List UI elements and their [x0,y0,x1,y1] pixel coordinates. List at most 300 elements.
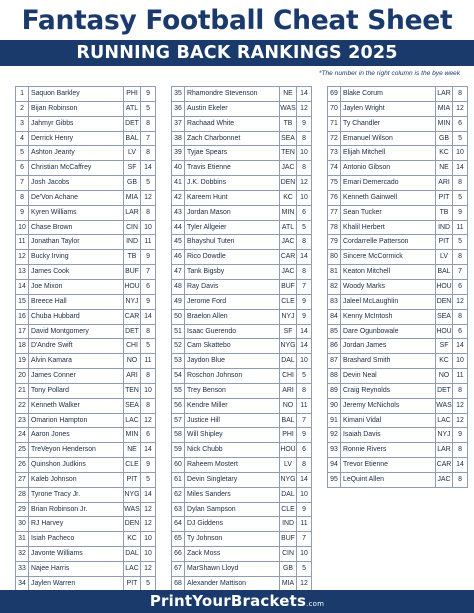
page-title: Fantasy Football Cheat Sheet [21,5,453,36]
rank-cell: 67 [172,562,185,576]
ranking-row [172,339,311,354]
player-name: Ashton Jeanty [29,146,124,160]
team-abbr: LV [124,146,141,160]
team-abbr: IND [436,221,453,235]
bye-week: 11 [300,401,308,409]
team-abbr: ARI [280,384,297,398]
player-name: Rico Dowdle [185,250,280,264]
footer-banner [0,590,474,613]
team-abbr: CAR [280,250,297,264]
player-name: Tony Pollard [29,384,124,398]
player-name: David Montgomery [29,325,124,339]
rank-cell: 36 [172,102,185,116]
bye-week: 7 [302,535,306,543]
bye-week: 11 [144,357,152,365]
player-name: James Conner [29,369,124,383]
team-abbr: MIA [280,577,297,591]
team-abbr: IND [124,235,141,249]
team-abbr: ATL [280,221,297,235]
player-name: Zack Moss [185,547,280,561]
bye-week: 9 [302,431,306,439]
player-name: Isiah Pacheco [29,532,124,546]
ranking-row [16,473,155,488]
ranking-row [16,562,155,577]
ranking-row [328,354,467,369]
team-abbr: CLE [280,503,297,517]
player-name: MarShawn Lloyd [185,562,280,576]
bye-week: 14 [300,327,308,335]
team-abbr: PIT [124,577,141,591]
rank-cell: 29 [16,503,29,517]
team-abbr: JAC [280,265,297,279]
ranking-row [172,414,311,429]
player-name: Braelon Allen [185,310,280,324]
player-name: Cordarrelle Patterson [341,235,436,249]
bye-week: 8 [302,134,306,142]
bye-week: 12 [144,193,152,201]
footer-domain: .com [306,600,325,608]
ranking-row [16,503,155,518]
ranking-row [16,280,155,295]
team-abbr: SF [436,339,453,353]
team-abbr: WAS [436,399,453,413]
rank-cell: 26 [16,458,29,472]
team-abbr: TEN [124,384,141,398]
team-abbr: KC [280,191,297,205]
bye-week: 5 [302,223,306,231]
rank-cell: 77 [328,206,341,220]
bye-week: 6 [458,327,462,335]
team-abbr: BAL [280,414,297,428]
player-name: Elijah Mitchell [341,146,436,160]
player-name: RJ Harvey [29,517,124,531]
ranking-row [172,191,311,206]
rank-cell: 15 [16,295,29,309]
player-name: Jordan Mason [185,206,280,220]
bye-week: 8 [146,149,150,157]
bye-week: 9 [146,253,150,261]
ranking-row [328,206,467,221]
ranking-row [172,562,311,577]
bye-week: 5 [146,342,150,350]
bye-week: 9 [302,119,306,127]
rank-cell: 73 [328,146,341,160]
player-name: Chase Brown [29,221,124,235]
player-name: Jordan James [341,339,436,353]
team-abbr: BAL [436,265,453,279]
ranking-row [328,87,467,102]
rank-cell: 57 [172,414,185,428]
ranking-row [172,443,311,458]
ranking-row [328,295,467,310]
team-abbr: KC [436,354,453,368]
ranking-row [16,339,155,354]
ranking-row [172,206,311,221]
ranking-row [172,280,311,295]
rank-cell: 58 [172,428,185,442]
bye-week: 10 [456,149,464,157]
player-name: Kenneth Walker [29,399,124,413]
rank-cell: 55 [172,384,185,398]
team-abbr: DET [124,325,141,339]
ranking-row [328,250,467,265]
team-abbr: CIN [124,221,141,235]
team-abbr: TB [280,117,297,131]
team-abbr: IND [280,517,297,531]
ranking-row [16,265,155,280]
player-name: Ty Chandler [341,117,436,131]
ranking-row [172,532,311,547]
team-abbr: LAC [436,414,453,428]
rank-cell: 56 [172,399,185,413]
bye-week: 14 [300,342,308,350]
rank-cell: 31 [16,532,29,546]
rank-cell: 80 [328,250,341,264]
ranking-row [16,221,155,236]
team-abbr: LV [280,458,297,472]
ranking-row [16,384,155,399]
player-name: Travis Etienne [185,161,280,175]
rank-cell: 11 [16,235,29,249]
ranking-row [328,325,467,340]
ranking-row [16,399,155,414]
team-abbr: DEN [280,176,297,190]
player-name: Tank Bigsby [185,265,280,279]
rank-cell: 83 [328,295,341,309]
bye-week: 12 [144,565,152,572]
rank-cell: 54 [172,369,185,383]
player-name: Jaylen Wright [341,102,436,116]
player-name: Jonathan Taylor [29,235,124,249]
bye-week: 12 [456,401,464,409]
ranking-row [16,354,155,369]
rankings-column-2 [171,86,312,592]
ranking-row [328,102,467,117]
bye-week-note: *The number in the right column is the bye week [318,70,460,77]
player-name: Isaiah Davis [341,428,436,442]
team-abbr: LAC [124,562,141,576]
player-name: Kenneth Gainwell [341,191,436,205]
player-name: Jaylen Warren [29,577,124,591]
bye-week: 11 [144,238,152,246]
bye-week: 14 [144,490,152,498]
ranking-row [172,161,311,176]
team-abbr: TB [436,206,453,220]
team-abbr: NE [124,443,141,457]
rank-cell: 63 [172,503,185,517]
player-name: Dare Ogunbowale [341,325,436,339]
bye-week: 8 [458,90,462,97]
bye-week: 8 [458,475,462,483]
player-name: Jerome Ford [185,295,280,309]
team-abbr: BUF [280,280,297,294]
rank-cell: 9 [16,206,29,220]
player-name: Austin Ekeler [185,102,280,116]
bye-week: 6 [302,208,306,216]
bye-week: 10 [300,193,308,201]
rank-cell: 94 [328,458,341,472]
player-name: Chuba Hubbard [29,310,124,324]
team-abbr: DEN [124,517,141,531]
rank-cell: 32 [16,547,29,561]
bye-week: 6 [458,119,462,127]
team-abbr: JAC [436,473,453,487]
ranking-row [172,428,311,443]
rank-cell: 62 [172,488,185,502]
ranking-row [328,280,467,295]
bye-week: 5 [302,372,306,380]
ranking-row [172,176,311,191]
team-abbr: CLE [124,458,141,472]
bye-week: 8 [146,372,150,380]
ranking-row [328,384,467,399]
bye-week: 12 [144,505,152,513]
rank-cell: 21 [16,384,29,398]
ranking-row [172,310,311,325]
team-abbr: BAL [124,132,141,146]
bye-week: 14 [144,446,152,454]
team-abbr: HOU [436,325,453,339]
player-name: Ty Johnson [185,532,280,546]
team-abbr: TB [124,250,141,264]
ranking-row [328,369,467,384]
player-name: Omarion Hampton [29,414,124,428]
ranking-row [328,414,467,429]
bye-week: 14 [300,475,308,483]
rankings-column-3 [327,86,468,488]
team-abbr: LAR [436,443,453,457]
player-name: Kaleb Johnson [29,473,124,487]
bye-week: 14 [456,164,464,172]
ranking-row [16,235,155,250]
team-abbr: NO [280,399,297,413]
player-name: Zach Charbonnet [185,132,280,146]
rank-cell: 70 [328,102,341,116]
player-name: Devin Singletary [185,473,280,487]
player-name: Keaton Mitchell [341,265,436,279]
rank-cell: 3 [16,117,29,131]
bye-week: 8 [458,446,462,454]
bye-week: 11 [300,520,308,528]
team-abbr: TEN [280,146,297,160]
ranking-row [328,132,467,147]
rank-cell: 17 [16,325,29,339]
player-name: Tyrone Tracy Jr. [29,488,124,502]
player-name: De'Von Achane [29,191,124,205]
player-name: Josh Jacobs [29,176,124,190]
rank-cell: 74 [328,161,341,175]
bye-week: 10 [144,550,152,558]
ranking-row [172,132,311,147]
ranking-row [16,176,155,191]
player-name: Bijan Robinson [29,102,124,116]
player-name: Emanuel Wilson [341,132,436,146]
team-abbr: MIA [436,102,453,116]
rank-cell: 28 [16,488,29,502]
bye-week: 6 [146,431,150,439]
player-name: Bucky Irving [29,250,124,264]
rank-cell: 13 [16,265,29,279]
ranking-row [172,102,311,117]
rank-cell: 49 [172,295,185,309]
player-name: Cam Skattebo [185,339,280,353]
team-abbr: HOU [436,280,453,294]
ranking-row [328,191,467,206]
player-name: Jahmyr Gibbs [29,117,124,131]
rank-cell: 47 [172,265,185,279]
team-abbr: SEA [436,310,453,324]
ranking-row [16,547,155,562]
player-name: Breece Hall [29,295,124,309]
player-name: Khalil Herbert [341,221,436,235]
rank-cell: 61 [172,473,185,487]
rank-cell: 68 [172,577,185,591]
rank-cell: 71 [328,117,341,131]
ranking-row [328,473,467,488]
bye-week: 14 [456,342,464,350]
rank-cell: 34 [16,577,29,591]
ranking-row [328,399,467,414]
bye-week: 9 [146,461,150,469]
ranking-row [172,235,311,250]
rank-cell: 2 [16,102,29,116]
team-abbr: MIA [124,191,141,205]
rank-cell: 27 [16,473,29,487]
ranking-row [16,310,155,325]
player-name: Alvin Kamara [29,354,124,368]
bye-week: 9 [302,505,306,513]
bye-week: 8 [146,327,150,335]
rank-cell: 81 [328,265,341,279]
ranking-row [172,473,311,488]
rank-cell: 12 [16,250,29,264]
team-abbr: LV [436,250,453,264]
footer-brand[interactable]: PrintYourBrackets [149,592,307,610]
rank-cell: 14 [16,280,29,294]
rank-cell: 42 [172,191,185,205]
player-name: Antonio Gibson [341,161,436,175]
bye-week: 8 [458,253,462,261]
bye-week: 7 [302,282,306,290]
team-abbr: PIT [124,473,141,487]
ranking-row [328,235,467,250]
rank-cell: 48 [172,280,185,294]
player-name: Kareem Hunt [185,191,280,205]
player-name: James Cook [29,265,124,279]
player-name: Kyren Williams [29,206,124,220]
bye-week: 9 [146,297,150,305]
team-abbr: NO [124,354,141,368]
player-name: Rachaad White [185,117,280,131]
bye-week: 12 [300,179,308,187]
ranking-row [16,428,155,443]
rank-cell: 79 [328,235,341,249]
bye-week: 10 [144,386,152,394]
player-name: Javonte Williams [29,547,124,561]
ranking-row [16,191,155,206]
ranking-row [328,221,467,236]
bye-week: 5 [146,104,150,112]
rank-cell: 30 [16,517,29,531]
team-abbr: CHI [280,369,297,383]
player-name: Blake Corum [341,87,436,101]
team-abbr: DET [436,384,453,398]
rank-cell: 52 [172,339,185,353]
rank-cell: 89 [328,384,341,398]
rank-cell: 44 [172,221,185,235]
bye-week: 8 [302,268,306,276]
ranking-row [172,117,311,132]
ranking-row [172,458,311,473]
bye-week: 8 [302,238,306,246]
rank-cell: 82 [328,280,341,294]
team-abbr: LAR [124,206,141,220]
rank-cell: 60 [172,458,185,472]
rank-cell: 51 [172,325,185,339]
bye-week: 5 [302,565,306,572]
ranking-row [16,532,155,547]
rank-cell: 8 [16,191,29,205]
team-abbr: DAL [124,547,141,561]
team-abbr: JAC [280,235,297,249]
team-abbr: ARI [436,176,453,190]
player-name: Ray Davis [185,280,280,294]
team-abbr: HOU [124,280,141,294]
bye-week: 5 [458,238,462,246]
player-name: Jaydon Blue [185,354,280,368]
rank-cell: 50 [172,310,185,324]
bye-week: 12 [456,297,464,305]
ranking-row [16,458,155,473]
player-name: Dylan Sampson [185,503,280,517]
rank-cell: 88 [328,369,341,383]
ranking-row [328,161,467,176]
rankings-banner: RUNNING BACK RANKINGS 2025 [0,40,474,66]
bye-week: 12 [144,520,152,528]
rank-cell: 22 [16,399,29,413]
ranking-row [328,428,467,443]
bye-week: 5 [458,134,462,142]
player-name: Kendre Miller [185,399,280,413]
rank-cell: 65 [172,532,185,546]
bye-week: 10 [300,490,308,498]
bye-week: 8 [302,164,306,172]
rank-cell: 38 [172,132,185,146]
rank-cell: 75 [328,176,341,190]
team-abbr: DAL [280,354,297,368]
ranking-row [16,369,155,384]
rank-cell: 72 [328,132,341,146]
bye-week: 10 [300,357,308,365]
ranking-row [328,310,467,325]
bye-week: 9 [458,431,462,439]
ranking-row [172,369,311,384]
player-name: Sean Tucker [341,206,436,220]
team-abbr: CHI [124,339,141,353]
ranking-row [172,325,311,340]
ranking-row [16,414,155,429]
player-name: Nick Chubb [185,443,280,457]
team-abbr: NYG [124,488,141,502]
player-name: Aaron Jones [29,428,124,442]
player-name: DJ Giddens [185,517,280,531]
ranking-row [172,295,311,310]
team-abbr: GB [436,132,453,146]
team-abbr: NO [436,369,453,383]
team-abbr: NYG [280,473,297,487]
ranking-row [328,176,467,191]
ranking-row [172,265,311,280]
